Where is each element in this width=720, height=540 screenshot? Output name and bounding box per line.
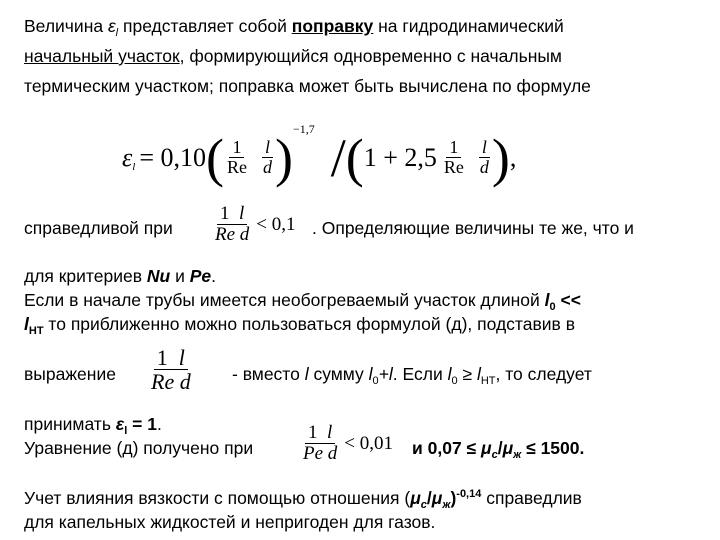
nu-criterion: Nu: [146, 266, 171, 286]
lt-value: < 0,1: [256, 214, 296, 235]
para4-line2: для капельных жидкостей и непригоден для газов.: [24, 512, 436, 532]
text: представляет собой: [118, 16, 292, 36]
text: , формирующийся одновременно с начальным: [179, 46, 562, 66]
fraction-1-re-d-2: $\frac{1 l}{\text{Re d}}$: [151, 344, 191, 394]
expr-text-a: выражение: [24, 364, 116, 384]
mu-condition: и $0,07 \le \mu_с/\mu_ж \le 1500$.: [412, 438, 585, 461]
link-entrance-section[interactable]: начальный участок: [24, 46, 180, 66]
fraction-1-re-2: $\frac{1}{Re}$: [443, 137, 464, 178]
formula-slash: /: [330, 128, 346, 188]
valid-text-b: . Определяющие величины те же, что и: [312, 218, 634, 238]
fraction-l-d: $\frac{l}{d}$: [262, 137, 272, 178]
expr-text-rest: - вместо l сумму $l_0+l$. Если $l_0 \ge l_{НТ}$, то следует: [232, 364, 592, 387]
text: на гидродинамический: [373, 16, 564, 36]
para4-line1: Учет влияния вязкости с помощью отношения $(\mu_с/\mu_ж)^{-0,14}$ справедлив: [24, 488, 582, 511]
lt-value-2: < 0,01: [344, 433, 394, 454]
formula-tail: ,: [509, 143, 517, 172]
valid-condition: [212, 198, 296, 252]
expr-fraction: [148, 342, 194, 398]
fraction-l-d-2: $\frac{l}{d}$: [479, 137, 489, 178]
paren-close: ): [274, 128, 293, 188]
pe-criterion: Pe: [189, 266, 212, 286]
para2-line3: $l_{НТ}$ то приближенно можно пользоваться формулой (д), подставив в: [24, 314, 575, 337]
para1-line3: термическим участком; поправка может быть вычислена по формуле: [24, 76, 591, 96]
formula-lhs: εl: [122, 143, 136, 173]
main-formula: [122, 118, 516, 198]
paren-open: (: [205, 128, 224, 188]
fraction-1-pe-d: $\frac{1 l}{\text{Pe d}}$: [303, 422, 338, 465]
para3-line2-text: Уравнение (д) получено при: [24, 438, 254, 458]
para2-line1: для критериев Nu и Pe.: [24, 266, 216, 286]
pe-condition: [300, 418, 393, 470]
para1-line1: [24, 14, 564, 41]
fraction-1-re-d: $\frac{1 l}{\text{Re d}}$: [215, 203, 250, 246]
formula-exponent: −1,7: [292, 122, 315, 136]
paren-open-2: (: [345, 128, 364, 188]
paren-close-2: ): [491, 128, 510, 188]
fraction-1-re: $\frac{1}{Re}$: [226, 137, 247, 178]
link-correction[interactable]: поправку: [291, 16, 374, 36]
valid-text-a: справедливой при: [24, 218, 173, 238]
para3-line1: принимать $\varepsilon_l = 1$.: [24, 414, 162, 437]
epsilon-symbol: $\varepsilon_l$: [107, 16, 119, 39]
para1-line2: [24, 44, 562, 68]
formula-eq: = 0,10: [139, 143, 206, 172]
para2-line2: Если в начале трубы имеется необогреваемый участок длиной $l_0$ <<: [24, 290, 581, 313]
text: Величина: [24, 16, 108, 36]
formula-one-plus: 1 + 2,5: [363, 143, 437, 172]
